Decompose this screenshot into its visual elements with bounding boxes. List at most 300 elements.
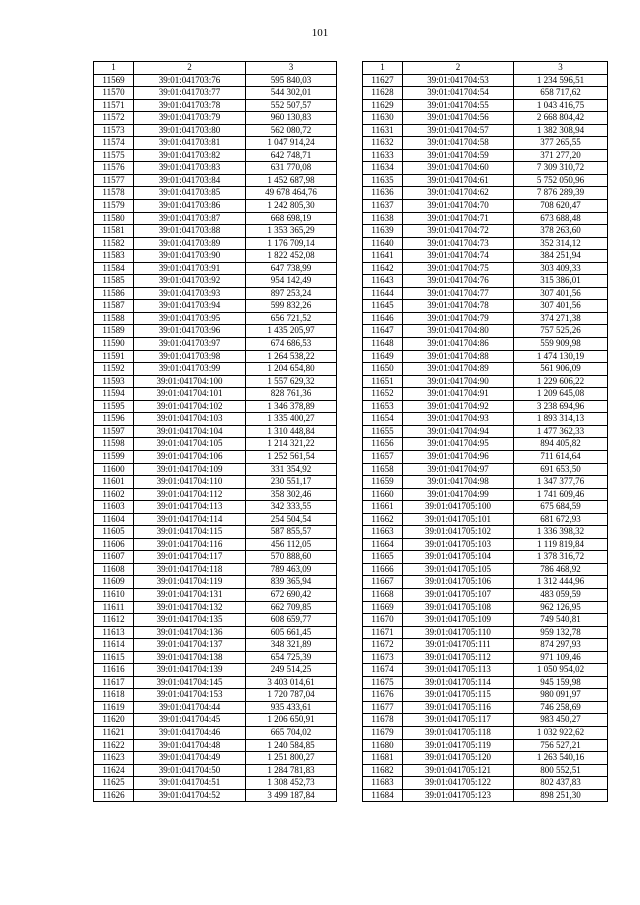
row-number-cell: 11631 — [363, 124, 403, 137]
cadastral-value-cell: 254 504,54 — [246, 513, 337, 526]
cadastral-value-cell: 1 284 781,83 — [246, 764, 337, 777]
table-row — [363, 789, 608, 802]
row-number-cell: 11647 — [363, 325, 403, 338]
column-number-header: 3 — [514, 62, 608, 75]
cadastral-number-cell: 39:01:041703:98 — [134, 350, 246, 363]
cadastral-number-cell: 39:01:041703:93 — [134, 287, 246, 300]
column-number-header: 2 — [403, 62, 514, 75]
row-number-cell: 11594 — [94, 388, 134, 401]
cadastral-value-cell: 1 240 584,85 — [246, 739, 337, 752]
cadastral-value-cell: 570 888,60 — [246, 551, 337, 564]
cadastral-number-cell: 39:01:041704:86 — [403, 338, 514, 351]
row-number-cell: 11629 — [363, 99, 403, 112]
table-row — [363, 714, 608, 727]
row-number-cell: 11645 — [363, 300, 403, 313]
row-number-cell: 11609 — [94, 576, 134, 589]
cadastral-value-cell: 608 659,77 — [246, 614, 337, 627]
cadastral-number-cell: 39:01:041704:60 — [403, 162, 514, 175]
cadastral-number-cell: 39:01:041704:109 — [134, 463, 246, 476]
cadastral-value-cell: 307 401,56 — [514, 287, 608, 300]
cadastral-number-cell: 39:01:041704:113 — [134, 501, 246, 514]
cadastral-value-cell: 3 499 187,84 — [246, 789, 337, 802]
table-row — [363, 476, 608, 489]
cadastral-value-cell: 1 310 448,84 — [246, 425, 337, 438]
cadastral-value-cell: 599 832,26 — [246, 300, 337, 313]
row-number-cell: 11615 — [94, 651, 134, 664]
cadastral-number-cell: 39:01:041704:110 — [134, 476, 246, 489]
cadastral-value-cell: 1 557 629,32 — [246, 375, 337, 388]
table-row — [94, 651, 337, 664]
cadastral-number-cell: 39:01:041704:57 — [403, 124, 514, 137]
row-number-cell: 11625 — [94, 777, 134, 790]
cadastral-value-cell: 746 258,69 — [514, 701, 608, 714]
row-number-cell: 11573 — [94, 124, 134, 137]
row-number-cell: 11591 — [94, 350, 134, 363]
table-row — [363, 626, 608, 639]
cadastral-value-cell: 749 540,81 — [514, 614, 608, 627]
cadastral-number-cell: 39:01:041704:138 — [134, 651, 246, 664]
cadastral-value-cell: 7 876 289,39 — [514, 187, 608, 200]
cadastral-number-cell: 39:01:041704:93 — [403, 413, 514, 426]
row-number-cell: 11663 — [363, 526, 403, 539]
cadastral-value-cell: 352 314,12 — [514, 237, 608, 250]
row-number-cell: 11588 — [94, 312, 134, 325]
row-number-cell: 11606 — [94, 538, 134, 551]
cadastral-value-cell: 1 452 687,98 — [246, 174, 337, 187]
table-row — [363, 413, 608, 426]
cadastral-value-cell: 315 386,01 — [514, 275, 608, 288]
cadastral-number-cell: 39:01:041704:102 — [134, 400, 246, 413]
cadastral-value-cell: 789 463,09 — [246, 563, 337, 576]
row-number-cell: 11642 — [363, 262, 403, 275]
table-row — [94, 676, 337, 689]
cadastral-value-cell: 3 238 694,96 — [514, 400, 608, 413]
table-row — [363, 250, 608, 263]
cadastral-number-cell: 39:01:041704:116 — [134, 538, 246, 551]
cadastral-number-cell: 39:01:041705:104 — [403, 551, 514, 564]
cadastral-number-cell: 39:01:041704:98 — [403, 476, 514, 489]
cadastral-number-cell: 39:01:041704:71 — [403, 212, 514, 225]
cadastral-number-cell: 39:01:041704:62 — [403, 187, 514, 200]
cadastral-value-cell: 3 403 014,61 — [246, 676, 337, 689]
cadastral-value-cell: 1 474 130,19 — [514, 350, 608, 363]
table-row — [94, 701, 337, 714]
table-row — [363, 739, 608, 752]
cadastral-value-cell: 642 748,71 — [246, 149, 337, 162]
table-row — [94, 588, 337, 601]
cadastral-number-cell: 39:01:041704:70 — [403, 200, 514, 213]
cadastral-number-cell: 39:01:041704:79 — [403, 312, 514, 325]
cadastral-value-table-right — [362, 61, 608, 802]
table-row — [94, 275, 337, 288]
row-number-cell: 11571 — [94, 99, 134, 112]
row-number-cell: 11648 — [363, 338, 403, 351]
cadastral-number-cell: 39:01:041704:95 — [403, 438, 514, 451]
cadastral-value-cell: 1 720 787,04 — [246, 689, 337, 702]
cadastral-value-cell: 1 251 800,27 — [246, 752, 337, 765]
cadastral-number-cell: 39:01:041705:112 — [403, 651, 514, 664]
row-number-cell: 11589 — [94, 325, 134, 338]
row-number-cell: 11597 — [94, 425, 134, 438]
column-number-header: 1 — [94, 62, 134, 75]
table-row — [363, 212, 608, 225]
table-row — [94, 400, 337, 413]
cadastral-number-cell: 39:01:041704:73 — [403, 237, 514, 250]
cadastral-number-cell: 39:01:041704:97 — [403, 463, 514, 476]
table-row — [363, 689, 608, 702]
row-number-cell: 11575 — [94, 149, 134, 162]
cadastral-value-cell: 874 297,93 — [514, 639, 608, 652]
cadastral-number-cell: 39:01:041704:135 — [134, 614, 246, 627]
row-number-cell: 11607 — [94, 551, 134, 564]
table-row — [363, 350, 608, 363]
table-row — [94, 112, 337, 125]
cadastral-number-cell: 39:01:041703:99 — [134, 363, 246, 376]
cadastral-number-cell: 39:01:041704:131 — [134, 588, 246, 601]
cadastral-value-cell: 960 130,83 — [246, 112, 337, 125]
row-number-cell: 11646 — [363, 312, 403, 325]
cadastral-number-cell: 39:01:041704:51 — [134, 777, 246, 790]
table-row — [94, 338, 337, 351]
table-row — [363, 664, 608, 677]
cadastral-value-cell: 1 312 444,96 — [514, 576, 608, 589]
cadastral-value-cell: 954 142,49 — [246, 275, 337, 288]
cadastral-value-cell: 562 080,72 — [246, 124, 337, 137]
cadastral-number-cell: 39:01:041704:92 — [403, 400, 514, 413]
table-row — [363, 501, 608, 514]
table-row — [94, 87, 337, 100]
cadastral-value-cell: 544 302,01 — [246, 87, 337, 100]
column-number-header: 1 — [363, 62, 403, 75]
table-row — [94, 99, 337, 112]
row-number-cell: 11630 — [363, 112, 403, 125]
cadastral-value-cell: 307 401,56 — [514, 300, 608, 313]
table-row — [94, 714, 337, 727]
cadastral-number-cell: 39:01:041704:58 — [403, 137, 514, 150]
row-number-cell: 11632 — [363, 137, 403, 150]
cadastral-value-cell: 786 468,92 — [514, 563, 608, 576]
cadastral-value-cell: 665 704,02 — [246, 726, 337, 739]
table-row — [94, 476, 337, 489]
row-number-cell: 11641 — [363, 250, 403, 263]
cadastral-number-cell: 39:01:041703:94 — [134, 300, 246, 313]
cadastral-value-cell: 552 507,57 — [246, 99, 337, 112]
row-number-cell: 11669 — [363, 601, 403, 614]
cadastral-number-cell: 39:01:041704:96 — [403, 450, 514, 463]
row-number-cell: 11653 — [363, 400, 403, 413]
column-number-header: 3 — [246, 62, 337, 75]
cadastral-number-cell: 39:01:041705:121 — [403, 764, 514, 777]
row-number-cell: 11667 — [363, 576, 403, 589]
cadastral-number-cell: 39:01:041705:105 — [403, 563, 514, 576]
row-number-cell: 11620 — [94, 714, 134, 727]
cadastral-value-cell: 802 437,83 — [514, 777, 608, 790]
cadastral-value-cell: 828 761,36 — [246, 388, 337, 401]
cadastral-value-cell: 1 252 561,54 — [246, 450, 337, 463]
table-row — [94, 388, 337, 401]
row-number-cell: 11682 — [363, 764, 403, 777]
cadastral-number-cell: 39:01:041704:115 — [134, 526, 246, 539]
row-number-cell: 11634 — [363, 162, 403, 175]
row-number-cell: 11623 — [94, 752, 134, 765]
cadastral-number-cell: 39:01:041703:85 — [134, 187, 246, 200]
row-number-cell: 11584 — [94, 262, 134, 275]
row-number-cell: 11599 — [94, 450, 134, 463]
table-row — [363, 438, 608, 451]
cadastral-number-cell: 39:01:041704:77 — [403, 287, 514, 300]
cadastral-value-cell: 894 405,82 — [514, 438, 608, 451]
table-row — [94, 287, 337, 300]
row-number-cell: 11619 — [94, 701, 134, 714]
table-row — [363, 651, 608, 664]
table-row — [94, 237, 337, 250]
row-number-cell: 11610 — [94, 588, 134, 601]
cadastral-value-cell: 7 309 310,72 — [514, 162, 608, 175]
table-row — [363, 112, 608, 125]
cadastral-number-cell: 39:01:041705:119 — [403, 739, 514, 752]
row-number-cell: 11612 — [94, 614, 134, 627]
cadastral-value-cell: 708 620,47 — [514, 200, 608, 213]
cadastral-number-cell: 39:01:041703:92 — [134, 275, 246, 288]
cadastral-value-cell: 1 893 314,13 — [514, 413, 608, 426]
cadastral-value-cell: 2 668 804,42 — [514, 112, 608, 125]
table-row — [94, 463, 337, 476]
cadastral-value-cell: 980 091,97 — [514, 689, 608, 702]
table-row — [94, 639, 337, 652]
cadastral-value-cell: 658 717,62 — [514, 87, 608, 100]
cadastral-value-cell: 249 514,25 — [246, 664, 337, 677]
cadastral-number-cell: 39:01:041704:132 — [134, 601, 246, 614]
table-header-row — [363, 62, 608, 75]
cadastral-value-cell: 654 725,39 — [246, 651, 337, 664]
cadastral-number-cell: 39:01:041703:90 — [134, 250, 246, 263]
cadastral-number-cell: 39:01:041703:76 — [134, 74, 246, 87]
table-row — [363, 275, 608, 288]
row-number-cell: 11572 — [94, 112, 134, 125]
row-number-cell: 11660 — [363, 488, 403, 501]
table-row — [363, 74, 608, 87]
table-row — [363, 187, 608, 200]
row-number-cell: 11604 — [94, 513, 134, 526]
table-row — [94, 250, 337, 263]
table-row — [94, 162, 337, 175]
row-number-cell: 11598 — [94, 438, 134, 451]
cadastral-value-cell: 631 770,08 — [246, 162, 337, 175]
row-number-cell: 11617 — [94, 676, 134, 689]
cadastral-value-cell: 1 382 308,94 — [514, 124, 608, 137]
cadastral-number-cell: 39:01:041703:79 — [134, 112, 246, 125]
row-number-cell: 11665 — [363, 551, 403, 564]
row-number-cell: 11649 — [363, 350, 403, 363]
row-number-cell: 11673 — [363, 651, 403, 664]
row-number-cell: 11639 — [363, 225, 403, 238]
cadastral-number-cell: 39:01:041704:89 — [403, 363, 514, 376]
table-row — [94, 300, 337, 313]
cadastral-value-cell: 757 525,26 — [514, 325, 608, 338]
row-number-cell: 11577 — [94, 174, 134, 187]
row-number-cell: 11614 — [94, 639, 134, 652]
table-row — [363, 287, 608, 300]
table-row — [363, 701, 608, 714]
cadastral-number-cell: 39:01:041705:117 — [403, 714, 514, 727]
cadastral-number-cell: 39:01:041704:75 — [403, 262, 514, 275]
cadastral-value-cell: 371 277,20 — [514, 149, 608, 162]
table-header-row — [94, 62, 337, 75]
cadastral-number-cell: 39:01:041705:100 — [403, 501, 514, 514]
table-row — [363, 764, 608, 777]
cadastral-number-cell: 39:01:041704:137 — [134, 639, 246, 652]
row-number-cell: 11622 — [94, 739, 134, 752]
cadastral-number-cell: 39:01:041704:117 — [134, 551, 246, 564]
table-row — [363, 149, 608, 162]
row-number-cell: 11578 — [94, 187, 134, 200]
cadastral-value-cell: 962 126,95 — [514, 601, 608, 614]
table-row — [363, 777, 608, 790]
cadastral-value-cell: 839 365,94 — [246, 576, 337, 589]
table-row — [94, 601, 337, 614]
row-number-cell: 11616 — [94, 664, 134, 677]
cadastral-number-cell: 39:01:041705:120 — [403, 752, 514, 765]
cadastral-value-cell: 1 242 805,30 — [246, 200, 337, 213]
cadastral-value-cell: 1 043 416,75 — [514, 99, 608, 112]
cadastral-number-cell: 39:01:041705:122 — [403, 777, 514, 790]
table-row — [94, 551, 337, 564]
table-row — [363, 262, 608, 275]
cadastral-value-cell: 483 059,59 — [514, 588, 608, 601]
cadastral-value-cell: 1 032 922,62 — [514, 726, 608, 739]
table-row — [94, 450, 337, 463]
cadastral-number-cell: 39:01:041703:87 — [134, 212, 246, 225]
table-row — [363, 388, 608, 401]
table-row — [363, 752, 608, 765]
row-number-cell: 11587 — [94, 300, 134, 313]
row-number-cell: 11621 — [94, 726, 134, 739]
row-number-cell: 11666 — [363, 563, 403, 576]
cadastral-number-cell: 39:01:041705:114 — [403, 676, 514, 689]
row-number-cell: 11605 — [94, 526, 134, 539]
row-number-cell: 11654 — [363, 413, 403, 426]
cadastral-number-cell: 39:01:041705:109 — [403, 614, 514, 627]
cadastral-number-cell: 39:01:041705:113 — [403, 664, 514, 677]
cadastral-number-cell: 39:01:041704:45 — [134, 714, 246, 727]
cadastral-number-cell: 39:01:041705:108 — [403, 601, 514, 614]
cadastral-number-cell: 39:01:041705:106 — [403, 576, 514, 589]
row-number-cell: 11676 — [363, 689, 403, 702]
cadastral-value-table-left — [93, 61, 337, 802]
cadastral-value-cell: 378 263,60 — [514, 225, 608, 238]
row-number-cell: 11596 — [94, 413, 134, 426]
row-number-cell: 11633 — [363, 149, 403, 162]
row-number-cell: 11570 — [94, 87, 134, 100]
row-number-cell: 11657 — [363, 450, 403, 463]
cadastral-value-cell: 983 450,27 — [514, 714, 608, 727]
cadastral-number-cell: 39:01:041705:107 — [403, 588, 514, 601]
row-number-cell: 11662 — [363, 513, 403, 526]
row-number-cell: 11643 — [363, 275, 403, 288]
cadastral-number-cell: 39:01:041704:90 — [403, 375, 514, 388]
table-row — [94, 614, 337, 627]
cadastral-number-cell: 39:01:041703:84 — [134, 174, 246, 187]
cadastral-number-cell: 39:01:041704:80 — [403, 325, 514, 338]
cadastral-number-cell: 39:01:041704:100 — [134, 375, 246, 388]
row-number-cell: 11600 — [94, 463, 134, 476]
row-number-cell: 11671 — [363, 626, 403, 639]
table-row — [94, 262, 337, 275]
table-row — [363, 325, 608, 338]
row-number-cell: 11651 — [363, 375, 403, 388]
row-number-cell: 11579 — [94, 200, 134, 213]
cadastral-number-cell: 39:01:041704:50 — [134, 764, 246, 777]
row-number-cell: 11628 — [363, 87, 403, 100]
cadastral-number-cell: 39:01:041703:86 — [134, 200, 246, 213]
cadastral-value-cell: 331 354,92 — [246, 463, 337, 476]
row-number-cell: 11640 — [363, 237, 403, 250]
cadastral-number-cell: 39:01:041704:56 — [403, 112, 514, 125]
table-row — [363, 614, 608, 627]
table-row — [363, 513, 608, 526]
cadastral-value-cell: 230 551,17 — [246, 476, 337, 489]
cadastral-value-cell: 959 132,78 — [514, 626, 608, 639]
cadastral-value-cell: 1 378 316,72 — [514, 551, 608, 564]
table-row — [94, 375, 337, 388]
row-number-cell: 11655 — [363, 425, 403, 438]
table-row — [94, 789, 337, 802]
row-number-cell: 11636 — [363, 187, 403, 200]
cadastral-value-cell: 945 159,98 — [514, 676, 608, 689]
cadastral-value-cell: 672 690,42 — [246, 588, 337, 601]
cadastral-number-cell: 39:01:041704:74 — [403, 250, 514, 263]
cadastral-value-cell: 898 251,30 — [514, 789, 608, 802]
table-row — [363, 124, 608, 137]
table-row — [363, 576, 608, 589]
row-number-cell: 11593 — [94, 375, 134, 388]
cadastral-value-cell: 1 209 645,08 — [514, 388, 608, 401]
table-row — [94, 488, 337, 501]
cadastral-value-cell: 1 176 709,14 — [246, 237, 337, 250]
cadastral-value-cell: 673 688,48 — [514, 212, 608, 225]
table-row — [363, 726, 608, 739]
cadastral-number-cell: 39:01:041703:82 — [134, 149, 246, 162]
cadastral-value-cell: 675 684,59 — [514, 501, 608, 514]
table-row — [363, 87, 608, 100]
cadastral-number-cell: 39:01:041704:119 — [134, 576, 246, 589]
table-row — [94, 764, 337, 777]
cadastral-value-cell: 1 822 452,08 — [246, 250, 337, 263]
cadastral-number-cell: 39:01:041704:114 — [134, 513, 246, 526]
cadastral-number-cell: 39:01:041703:78 — [134, 99, 246, 112]
cadastral-number-cell: 39:01:041704:112 — [134, 488, 246, 501]
cadastral-value-cell: 1 347 377,76 — [514, 476, 608, 489]
table-row — [363, 375, 608, 388]
row-number-cell: 11613 — [94, 626, 134, 639]
cadastral-number-cell: 39:01:041704:106 — [134, 450, 246, 463]
row-number-cell: 11574 — [94, 137, 134, 150]
row-number-cell: 11635 — [363, 174, 403, 187]
cadastral-number-cell: 39:01:041704:91 — [403, 388, 514, 401]
table-row — [94, 137, 337, 150]
cadastral-number-cell: 39:01:041704:94 — [403, 425, 514, 438]
row-number-cell: 11681 — [363, 752, 403, 765]
table-row — [94, 187, 337, 200]
cadastral-value-cell: 456 112,05 — [246, 538, 337, 551]
table-row — [363, 237, 608, 250]
table-row — [94, 174, 337, 187]
cadastral-number-cell: 39:01:041703:97 — [134, 338, 246, 351]
table-row — [363, 300, 608, 313]
table-row — [363, 676, 608, 689]
cadastral-value-cell: 1 477 362,33 — [514, 425, 608, 438]
table-row — [94, 501, 337, 514]
